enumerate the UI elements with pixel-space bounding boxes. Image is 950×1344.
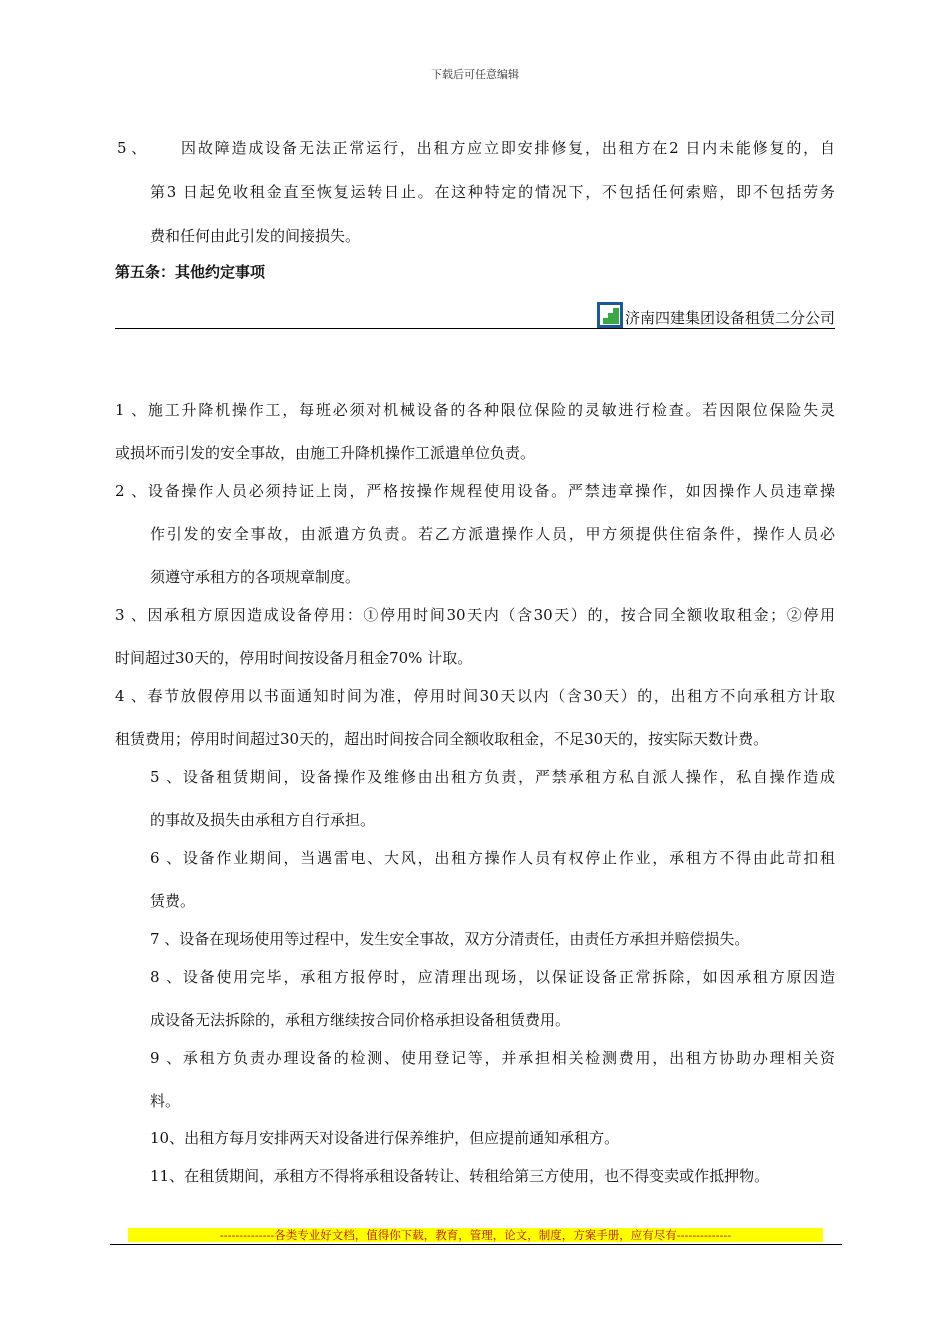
company-logo-icon: [597, 302, 623, 328]
footer-banner: --------------各类专业好文档，值得你下载，教育，管理，论文，制度，方案手册，应有尽有--------------: [128, 1228, 823, 1242]
item-line: 成设备无法拆除的，承租方继续按合同价格承担设备租赁费用。: [150, 1011, 571, 1029]
item-line: 3 、因承租方原因造成设备停用：①停用时间30天内（含30天）的，按合同全额收取租金；②停用: [115, 606, 835, 624]
item-line: 8 、设备使用完毕，承租方报停时，应清理出现场，以保证设备正常拆除，如因承租方原因造: [150, 968, 835, 986]
footer-divider: [110, 1244, 842, 1245]
item-line: 须遵守承租方的各项规章制度。: [150, 568, 361, 586]
clause-line: 因故障造成设备无法正常运行，出租方应立即安排修复，出租方在2 日内未能修复的，自: [181, 139, 835, 157]
item-line: 11、在租赁期间，承租方不得将承租设备转让、转租给第三方使用，也不得变卖或作抵押物。: [150, 1167, 770, 1185]
header-divider: [115, 328, 835, 329]
item-line: 的事故及损失由承租方自行承担。: [150, 811, 376, 829]
item-line: 9 、承租方负责办理设备的检测、使用登记等，并承担相关检测费用，出租方协助办理相关资: [150, 1049, 835, 1067]
company-name: 济南四建集团设备租赁二分公司: [624, 309, 835, 327]
item-line: 5 、设备租赁期间，设备操作及维修由出租方负责，严禁承租方私自派人操作，私自操作造成: [150, 768, 835, 786]
clause-line: 第3 日起免收租金直至恢复运转日止。在这种特定的情况下，不包括任何索赔，即不包括劳务: [150, 183, 835, 201]
clause-line: 费和任何由此引发的间接损失。: [150, 227, 361, 245]
item-line: 10、出租方每月安排两天对设备进行保养维护，但应提前通知承租方。: [150, 1129, 620, 1147]
item-line: 2 、设备操作人员必须持证上岗，严格按操作规程使用设备。严禁违章操作，如因操作人员违章操: [115, 482, 835, 500]
item-line: 6 、设备作业期间，当遇雷电、大风，出租方操作人员有权停止作业，承租方不得由此苛扣租: [150, 849, 835, 867]
item-line: 时间超过30天的，停用时间按设备月租金70% 计取。: [115, 649, 473, 667]
item-line: 赁费。: [150, 892, 196, 910]
item-line: 1 、施工升降机操作工，每班必须对机械设备的各种限位保险的灵敏进行检查。若因限位保险失灵: [115, 401, 835, 419]
header-note: 下载后可任意编辑: [431, 68, 519, 81]
item-line: 或损坏而引发的安全事故，由施工升降机操作工派遣单位负责。: [115, 444, 536, 462]
item-line: 4 、春节放假停用以书面通知时间为准，停用时间30天以内（含30天）的，出租方不向承租方计取: [115, 687, 835, 705]
clause-number: 5 、: [117, 139, 147, 157]
item-line: 作引发的安全事故，由派遣方负责。若乙方派遣操作人员，甲方须提供住宿条件，操作人员必: [150, 525, 835, 543]
item-line: 租赁费用；停用时间超过30天的，超出时间按合同全额收取租金，不足30天的，按实际天数计费。: [115, 730, 769, 748]
company-header: [597, 300, 835, 328]
section-title: 第五条：其他约定事项: [115, 263, 266, 281]
item-line: 7 、设备在现场使用等过程中，发生安全事故，双方分清责任，由责任方承担并赔偿损失。: [150, 930, 750, 948]
item-line: 料。: [150, 1092, 181, 1110]
